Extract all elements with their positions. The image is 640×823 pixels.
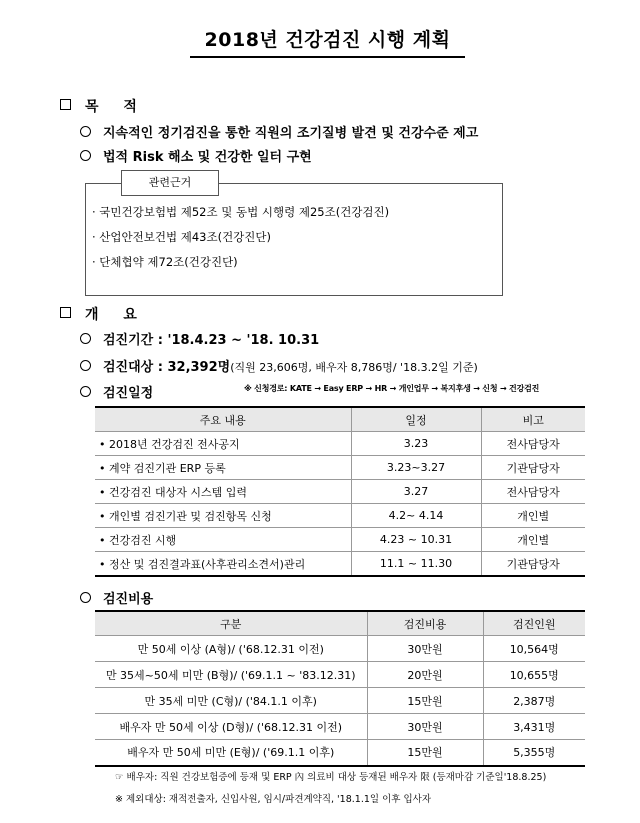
square-bullet-icon (60, 307, 71, 318)
table-cell: 10,655명 (483, 662, 585, 688)
schedule-label: 검진일정 (103, 386, 154, 401)
table-row (95, 504, 585, 528)
reference-line: · 국민건강보험법 제52조 및 동법 시행령 제25조(건강검진) (92, 205, 390, 219)
reference-line: · 산업안전보건법 제43조(건강진단) (92, 230, 271, 244)
table-cell: • 건강검진 시행 (95, 528, 351, 552)
table-cell: 3,431명 (483, 714, 585, 740)
schedule-note: ※ 신청경로: KATE → Easy ERP → HR → 개인업무 → 복지후생 → 신청 → 건강검진 (244, 384, 540, 393)
period-text: 검진기간 : '18.4.23 ~ '18. 10.31 (103, 333, 320, 348)
table-cell: 개인별 (481, 528, 585, 552)
table-cell: 20만원 (367, 662, 483, 688)
table-cell: 11.1 ~ 11.30 (351, 552, 481, 577)
schedule-table (95, 406, 585, 577)
cost-table (95, 610, 585, 767)
schedule-header-row (95, 407, 585, 432)
circle-bullet-icon (80, 360, 91, 371)
table-row (95, 528, 585, 552)
circle-bullet-icon (80, 126, 91, 137)
table-cell: 15만원 (367, 740, 483, 766)
table-cell: 만 50세 이상 (A형)/ ('68.12.31 이전) (95, 636, 367, 662)
table-cell: 30만원 (367, 636, 483, 662)
overview-target (80, 356, 478, 375)
section-purpose (60, 96, 147, 116)
purpose-item (80, 122, 478, 141)
reference-title: 관련근거 (121, 170, 219, 196)
purpose-item-text: 지속적인 정기검진을 통한 직원의 조기질병 발견 및 건강수준 제고 (103, 126, 479, 141)
circle-bullet-icon (80, 150, 91, 161)
table-cell: • 개인별 검진기관 및 검진항목 신청 (95, 504, 351, 528)
table-row (95, 740, 585, 766)
table-header: 비고 (481, 407, 585, 432)
overview-period (80, 329, 319, 348)
table-cell: 만 35세 미만 (C형)/ ('84.1.1 이후) (95, 688, 367, 714)
section-overview (60, 304, 147, 324)
table-cell: • 2018년 건강검진 전사공지 (95, 432, 351, 456)
table-cell: 15만원 (367, 688, 483, 714)
section-purpose-label: 목 적 (85, 99, 147, 115)
table-cell: 전사담당자 (481, 432, 585, 456)
circle-bullet-icon (80, 386, 91, 397)
table-header: 검진인원 (483, 611, 585, 636)
cost-label: 검진비용 (103, 592, 154, 607)
target-main: 검진대상 : 32,392명 (103, 360, 231, 375)
footnote-spouse: ☞ 배우자: 직원 건강보험증에 등재 및 ERP 內 의료비 대상 등재된 배우자 限 (등재마감 기준일'18.8.25) (115, 772, 547, 783)
table-cell: 5,355명 (483, 740, 585, 766)
table-cell: 3.23~3.27 (351, 456, 481, 480)
page-title: 2018년 건강검진 시행 계획 (204, 29, 451, 51)
table-cell: 2,387명 (483, 688, 585, 714)
table-cell: 개인별 (481, 504, 585, 528)
title-box (190, 22, 465, 58)
purpose-item-text: 법적 Risk 해소 및 건강한 일터 구현 (103, 150, 312, 165)
target-detail: (직원 23,606명, 배우자 8,786명/ '18.3.2일 기준) (230, 361, 478, 374)
table-cell: 30만원 (367, 714, 483, 740)
table-row (95, 552, 585, 577)
table-cell: 배우자 만 50세 이상 (D형)/ ('68.12.31 이전) (95, 714, 367, 740)
table-cell: 10,564명 (483, 636, 585, 662)
cost-header-row (95, 611, 585, 636)
table-cell: • 계약 검진기관 ERP 등록 (95, 456, 351, 480)
table-cell: • 정산 및 검진결과표(사후관리소견서)관리 (95, 552, 351, 577)
table-header: 검진비용 (367, 611, 483, 636)
table-cell: 배우자 만 50세 미만 (E형)/ ('69.1.1 이후) (95, 740, 367, 766)
table-cell: 기관담당자 (481, 552, 585, 577)
circle-bullet-icon (80, 592, 91, 603)
table-cell: 기관담당자 (481, 456, 585, 480)
table-row (95, 432, 585, 456)
table-cell: 전사담당자 (481, 480, 585, 504)
table-header: 일정 (351, 407, 481, 432)
table-cell: 3.23 (351, 432, 481, 456)
table-header: 구분 (95, 611, 367, 636)
purpose-item (80, 146, 312, 165)
table-row (95, 480, 585, 504)
table-row (95, 456, 585, 480)
circle-bullet-icon (80, 333, 91, 344)
footnote-excluded: ※ 제외대상: 재적전출자, 신입사원, 임시/파견계약직, '18.1.1일 이후 입사자 (115, 794, 431, 805)
table-row (95, 688, 585, 714)
section-overview-label: 개 요 (85, 307, 147, 323)
table-row (95, 636, 585, 662)
table-cell: 4.23 ~ 10.31 (351, 528, 481, 552)
table-row (95, 662, 585, 688)
table-cell: • 건강검진 대상자 시스템 입력 (95, 480, 351, 504)
overview-schedule (80, 382, 153, 401)
overview-cost (80, 588, 153, 607)
table-header: 주요 내용 (95, 407, 351, 432)
table-cell: 만 35세~50세 미만 (B형)/ ('69.1.1 ~ '83.12.31) (95, 662, 367, 688)
table-cell: 3.27 (351, 480, 481, 504)
reference-line: · 단체협약 제72조(건강진단) (92, 255, 238, 269)
square-bullet-icon (60, 99, 71, 110)
table-row (95, 714, 585, 740)
table-cell: 4.2~ 4.14 (351, 504, 481, 528)
